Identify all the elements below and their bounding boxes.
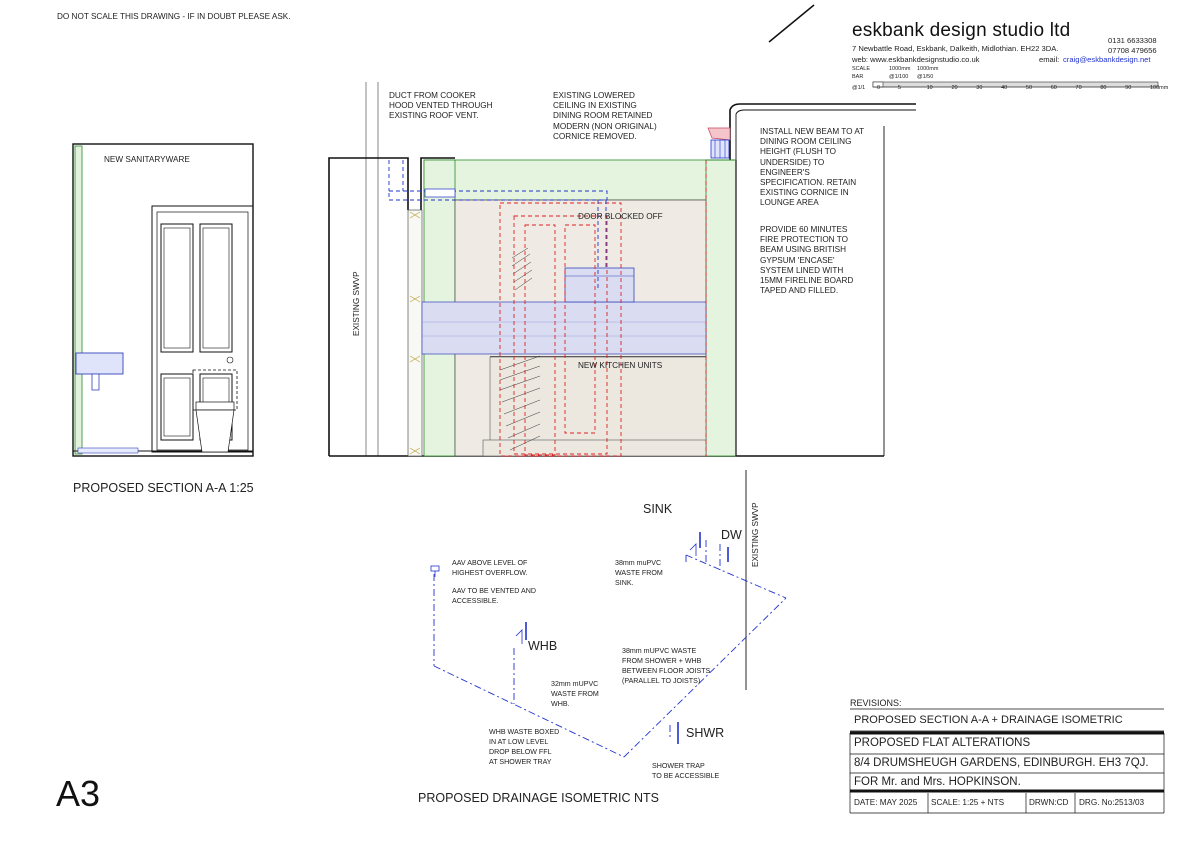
drawn-by: DRWN:CD [1029,798,1069,807]
scale-tick-label: 40 [1001,85,1008,91]
firm-phone-1: 0131 6633308 [1108,36,1157,45]
scale-tick-label: 20 [951,85,958,91]
sheet-size-label: A3 [56,773,101,814]
scale-unit-a: 1000mm [889,66,911,72]
whb-boxed-note: WHB WASTE BOXED IN AT LOW LEVEL DROP BELOW FFL AT SHOWER TRAY [489,728,560,766]
scale-tick-label: 90 [1125,85,1132,91]
bathroom-section [73,144,253,456]
iso-existing-swvp-label: EXISTING SWVP [751,502,760,567]
fire-protection-note: PROVIDE 60 MINUTES FIRE PROTECTION TO BEAM USING BRITISH GYPSUM 'ENCASE' SYSTEM LINED WITH 15MM FIRELINE BOARD TAPED AND FILLED. [760,225,854,296]
scale-tick-label: 30 [976,85,983,91]
drawing-title: PROPOSED SECTION A-A + DRAINAGE ISOMETRIC [854,714,1123,726]
kitchen-units-label: NEW KITCHEN UNITS [578,361,663,370]
ceiling-note: EXISTING LOWERED CEILING IN EXISTING DINING ROOM RETAINED MODERN (NON ORIGINAL) CORNICE REMOVED. [553,91,657,141]
duct-note: DUCT FROM COOKER HOOD VENTED THROUGH EXISTING ROOF VENT. [389,91,493,121]
firm-phone-2: 07708 479656 [1108,46,1157,55]
firm-email-link[interactable]: craig@eskbankdesign.net [1063,55,1151,64]
scale-tick-label: 80 [1100,85,1107,91]
firm-name: eskbank design studio ltd [852,20,1071,41]
drainage-isometric [431,470,786,757]
scale-tick-label: 100mm [1150,85,1169,91]
client-name: FOR Mr. and Mrs. HOPKINSON. [854,776,1021,788]
drawing-number: DRG. No:2513/03 [1079,798,1145,807]
scale-tick-label: 70 [1075,85,1082,91]
scale-tick-label: 10 [926,85,933,91]
aav-note: AAV ABOVE LEVEL OF HIGHEST OVERFLOW. [452,559,528,577]
firm-email-label: email: [1039,55,1060,64]
logo-slash [769,5,814,42]
scale-tick-label: 60 [1050,85,1057,91]
section-title: PROPOSED SECTION A-A 1:25 [73,481,254,495]
whb-waste-note: 32mm mUPVC WASTE FROM WHB. [551,680,599,708]
scale-at-a: @1/100 [889,74,909,80]
isometric-title: PROPOSED DRAINAGE ISOMETRIC NTS [418,791,660,805]
shower-waste-note: 38mm mUPVC WASTE FROM SHOWER + WHB BETWEEN FLOOR JOISTS (PARALLEL TO JOISTS) [622,647,711,685]
firm-web[interactable]: web: www.eskbankdesignstudio.co.uk [852,55,980,64]
aav-vented-note: AAV TO BE VENTED AND ACCESSIBLE. [452,587,536,605]
scale-unit-b: 1000mm [917,66,939,72]
project-title: PROPOSED FLAT ALTERATIONS [854,737,1031,749]
shwr-label: SHWR [686,726,725,740]
sink-label: SINK [643,502,673,516]
sink-waste-note: 38mm muPVC WASTE FROM SINK. [615,559,663,587]
project-address: 8/4 DRUMSHEUGH GARDENS, EDINBURGH. EH3 7QJ. [854,757,1149,769]
new-sanitaryware-note: NEW SANITARYWARE [104,155,190,164]
beam-note: INSTALL NEW BEAM TO AT DINING ROOM CEILING HEIGHT (FLUSH TO UNDERSIDE) TO ENGINEER'S SPECIFICATION. RETAIN EXISTING CORNICE IN LOUNGE AREA [760,127,865,208]
firm-address: 7 Newbattle Road, Eskbank, Dalkeith, Midlothian. EH22 3DA. [852,44,1059,53]
door-blocked-label: DOOR BLOCKED OFF [578,212,663,221]
scale-at-11: @1/1 [852,85,866,91]
scale-tick-label: 50 [1025,85,1033,91]
scale-tick-label: 0 [877,85,881,91]
revisions-label: REVISIONS: [850,698,902,708]
bar-label: BAR [852,74,864,80]
scale-at-b: @1/50 [917,74,934,80]
scale-tick-label: 5 [897,85,901,91]
whb-label: WHB [528,639,558,653]
dw-label: DW [721,528,742,542]
shower-trap-note: SHOWER TRAP TO BE ACCESSIBLE [652,762,720,780]
scale-bar-graphic [873,82,1158,87]
drawing-scale: SCALE: 1:25 + NTS [931,798,1005,807]
drawing-date: DATE: MAY 2025 [854,798,918,807]
scale-label: SCALE [852,66,871,72]
header-warning: DO NOT SCALE THIS DRAWING - IF IN DOUBT PLEASE ASK. [57,12,291,21]
existing-swvp-label: EXISTING SWVP [352,271,361,336]
